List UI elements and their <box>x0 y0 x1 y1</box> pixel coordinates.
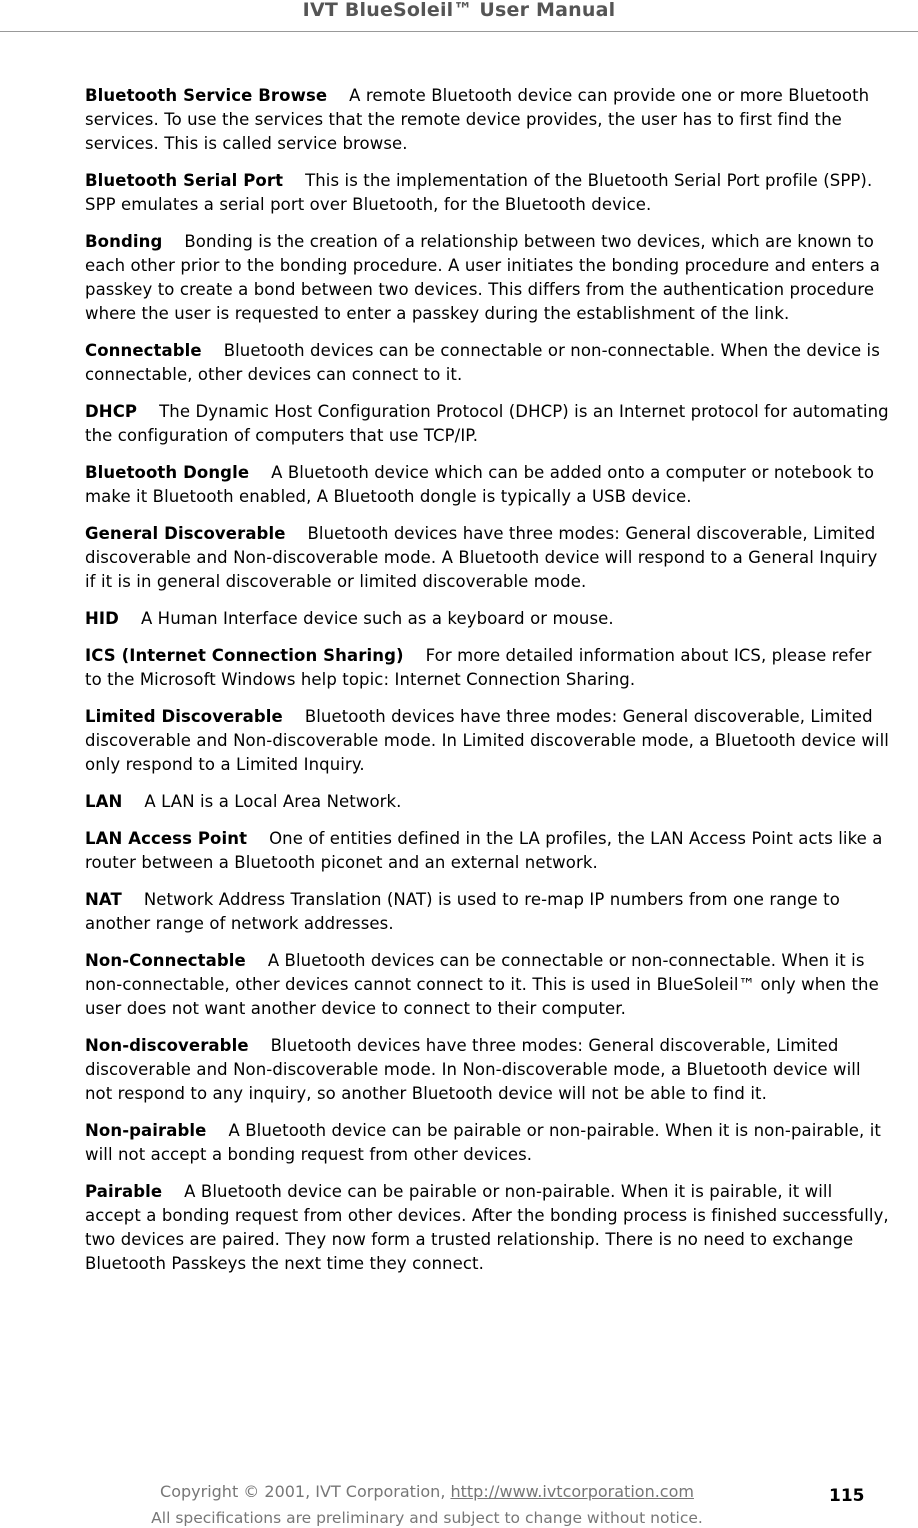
glossary-term: NAT <box>85 890 122 909</box>
glossary-definition: Bonding is the creation of a relationship between two devices, which are known to each other prior to the bonding procedure. A user initiates the bonding procedure and enters a passkey to create a bond between two devices. This differs from the authentication procedure where the user is requested to enter a passkey during the establishment of the link. <box>85 232 881 323</box>
glossary-term: LAN <box>85 792 123 811</box>
glossary-term: Bluetooth Service Browse <box>85 86 328 105</box>
glossary-term: Non-pairable <box>85 1121 207 1140</box>
glossary-entry <box>85 949 893 1021</box>
header-divider <box>0 31 918 32</box>
page-header <box>0 0 918 20</box>
glossary-list <box>85 84 893 1289</box>
glossary-definition: A LAN is a Local Area Network. <box>144 792 402 811</box>
glossary-definition: A Bluetooth device can be pairable or non-pairable. When it is non-pairable, it will not accept a bonding request from other devices. <box>85 1121 881 1164</box>
glossary-entry <box>85 790 893 814</box>
website-link[interactable]: http://www.ivtcorporation.com <box>450 1482 694 1501</box>
glossary-entry <box>85 400 893 448</box>
page-number: 115 <box>829 1486 865 1506</box>
glossary-term: ICS (Internet Connection Sharing) <box>85 646 404 665</box>
glossary-definition: Bluetooth devices have three modes: General discoverable, Limited discoverable and Non-discoverable mode. In Non-discoverable mode, a Bluetooth device will not respond to any inquiry, so another Bluetooth device will not be able to find it. <box>85 1036 861 1103</box>
glossary-term: LAN Access Point <box>85 829 248 848</box>
glossary-entry <box>85 84 893 156</box>
glossary-entry <box>85 888 893 936</box>
glossary-definition: Network Address Translation (NAT) is used to re-map IP numbers from one range to another range of network addresses. <box>85 890 840 933</box>
glossary-term: Non-discoverable <box>85 1036 249 1055</box>
glossary-term: Limited Discoverable <box>85 707 283 726</box>
glossary-entry <box>85 827 893 875</box>
glossary-entry <box>85 230 893 326</box>
glossary-term: Pairable <box>85 1182 163 1201</box>
glossary-definition: A Bluetooth device which can be added onto a computer or notebook to make it Bluetooth enabled, A Bluetooth dongle is typically a USB device. <box>85 463 875 506</box>
header-title: IVT BlueSoleil™ User Manual <box>302 0 616 21</box>
glossary-definition: A remote Bluetooth device can provide one or more Bluetooth services. To use the services that the remote device provides, the user has to first find the services. This is called service browse. <box>85 86 870 153</box>
glossary-entry <box>85 1119 893 1167</box>
glossary-definition: A Bluetooth devices can be connectable or non-connectable. When it is non-connectable, other devices cannot connect to it. This is used in BlueSoleil™ only when the user does not want another device to connect to their computer. <box>85 951 879 1018</box>
glossary-definition: One of entities defined in the LA profiles, the LAN Access Point acts like a router between a Bluetooth piconet and an external network. <box>85 829 883 872</box>
glossary-definition: Bluetooth devices have three modes: General discoverable, Limited discoverable and Non-discoverable mode. In Limited discoverable mode, a Bluetooth device will only respond to a Limited Inquiry. <box>85 707 889 774</box>
glossary-entry <box>85 1180 893 1276</box>
glossary-entry <box>85 522 893 594</box>
glossary-term: Bonding <box>85 232 163 251</box>
glossary-entry <box>85 644 893 692</box>
glossary-definition: A Bluetooth device can be pairable or non-pairable. When it is pairable, it will accept a bonding request from other devices. After the bonding process is finished successfully, two devices are paired. They now form a trusted relationship. There is no need to exchange Bluetooth Passkeys the next time they connect. <box>85 1182 889 1273</box>
glossary-entry <box>85 1034 893 1106</box>
footer-notice: All specifications are preliminary and subject to change without notice. <box>151 1509 703 1527</box>
copyright-text: Copyright © 2001, IVT Corporation, <box>160 1482 451 1501</box>
glossary-entry <box>85 607 893 631</box>
glossary-term: HID <box>85 609 119 628</box>
glossary-term: Non-Connectable <box>85 951 246 970</box>
glossary-definition: A Human Interface device such as a keyboard or mouse. <box>140 609 614 628</box>
glossary-definition: Bluetooth devices can be connectable or non-connectable. When the device is connectable, other devices can connect to it. <box>85 341 880 384</box>
glossary-term: General Discoverable <box>85 524 286 543</box>
glossary-term: DHCP <box>85 402 138 421</box>
glossary-definition: Bluetooth devices have three modes: General discoverable, Limited discoverable and Non-discoverable mode. A Bluetooth device will respond to a General Inquiry if it is in general discoverable or limited discoverable mode. <box>85 524 878 591</box>
glossary-definition: For more detailed information about ICS, please refer to the Microsoft Windows help topic: Internet Connection Sharing. <box>85 646 872 689</box>
glossary-definition: This is the implementation of the Bluetooth Serial Port profile (SPP). SPP emulates a serial port over Bluetooth, for the Bluetooth device. <box>85 171 873 214</box>
glossary-entry <box>85 169 893 217</box>
glossary-definition: The Dynamic Host Configuration Protocol (DHCP) is an Internet protocol for automating the configuration of computers that use TCP/IP. <box>85 402 889 445</box>
glossary-term: Connectable <box>85 341 202 360</box>
glossary-term: Bluetooth Serial Port <box>85 171 284 190</box>
footer-copyright <box>0 1482 886 1501</box>
glossary-term: Bluetooth Dongle <box>85 463 250 482</box>
glossary-entry <box>85 339 893 387</box>
glossary-entry <box>85 461 893 509</box>
glossary-entry <box>85 705 893 777</box>
